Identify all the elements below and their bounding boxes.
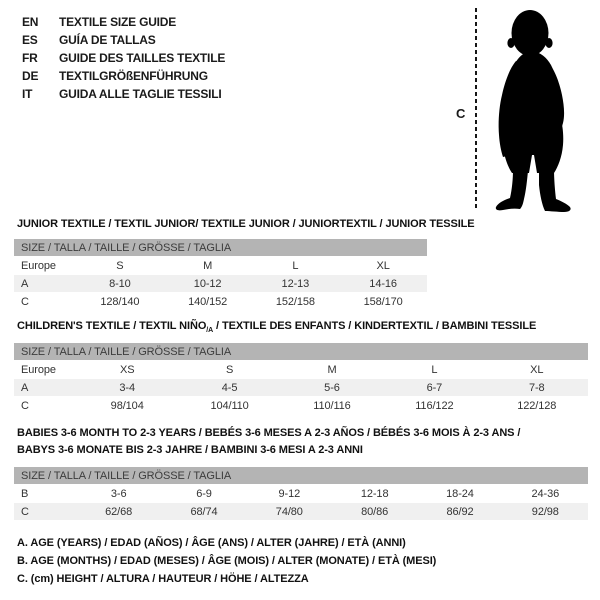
table-cell: L bbox=[383, 361, 485, 379]
size-header-row bbox=[14, 467, 588, 485]
table-cell: M bbox=[281, 361, 383, 379]
table-cell: 8-10 bbox=[76, 275, 164, 293]
row-label: Europe bbox=[14, 361, 76, 379]
table-cell: 128/140 bbox=[76, 293, 164, 311]
row-label: A bbox=[14, 275, 76, 293]
table-cell: 7-8 bbox=[486, 379, 588, 397]
language-code: DE bbox=[22, 69, 39, 83]
table-cell: L bbox=[252, 257, 340, 275]
table-cell: 6-7 bbox=[383, 379, 485, 397]
row-label: B bbox=[14, 485, 76, 503]
table-row-age bbox=[14, 379, 588, 397]
table-cell: 6-9 bbox=[161, 485, 246, 503]
junior-table-title: JUNIOR TEXTILE / TEXTIL JUNIOR/ TEXTILE JUNIOR / JUNIORTEXTIL / JUNIOR TESSILE bbox=[17, 218, 475, 230]
table-cell: 140/152 bbox=[164, 293, 252, 311]
table-row-height bbox=[14, 397, 588, 415]
size-header-row bbox=[14, 343, 588, 361]
children-title-prefix: CHILDREN'S TEXTILE / TEXTIL NIÑO bbox=[17, 320, 207, 332]
height-measure-line bbox=[475, 8, 477, 208]
size-header-row bbox=[14, 239, 427, 257]
language-row-it bbox=[22, 85, 225, 103]
legend bbox=[17, 537, 436, 591]
language-row-fr bbox=[22, 49, 225, 67]
row-label: C bbox=[14, 397, 76, 415]
size-header-band: SIZE / TALLA / TAILLE / GRÖSSE / TAGLIA bbox=[14, 343, 588, 361]
table-row-height bbox=[14, 293, 427, 311]
babies-title-line2: BABYS 3-6 MONATE BIS 2-3 JAHRE / BAMBINI 3-6 MESI A 2-3 ANNI bbox=[17, 444, 363, 456]
size-header-band: SIZE / TALLA / TAILLE / GRÖSSE / TAGLIA bbox=[14, 467, 588, 485]
table-cell: 98/104 bbox=[76, 397, 178, 415]
table-row-europe bbox=[14, 257, 427, 275]
table-cell: 10-12 bbox=[164, 275, 252, 293]
row-label: C bbox=[14, 503, 76, 521]
table-cell: S bbox=[178, 361, 280, 379]
language-label: GUIDE DES TAILLES TEXTILE bbox=[59, 51, 226, 65]
children-size-table bbox=[14, 343, 588, 415]
table-cell: 12-18 bbox=[332, 485, 417, 503]
table-row-age-months bbox=[14, 485, 588, 503]
table-cell: 3-6 bbox=[76, 485, 161, 503]
table-row-height bbox=[14, 503, 588, 521]
baby-silhouette-icon bbox=[484, 7, 582, 215]
table-cell: M bbox=[164, 257, 252, 275]
junior-size-table bbox=[14, 239, 427, 311]
row-label: A bbox=[14, 379, 76, 397]
children-title-suffix: / TEXTILE DES ENFANTS / KINDERTEXTIL / BAMBINI TESSILE bbox=[213, 320, 537, 332]
babies-size-table bbox=[14, 467, 588, 521]
table-cell: 92/98 bbox=[503, 503, 588, 521]
table-cell: 158/170 bbox=[339, 293, 427, 311]
table-cell: 9-12 bbox=[247, 485, 332, 503]
language-row-de bbox=[22, 67, 225, 85]
table-cell: 74/80 bbox=[247, 503, 332, 521]
table-cell: 122/128 bbox=[486, 397, 588, 415]
language-label: TEXTILGRÖßENFÜHRUNG bbox=[59, 69, 208, 83]
table-cell: 18-24 bbox=[417, 485, 502, 503]
table-cell: 152/158 bbox=[252, 293, 340, 311]
legend-line-c: C. (cm) HEIGHT / ALTURA / HAUTEUR / HÖHE / ALTEZZA bbox=[17, 573, 309, 585]
language-label: GUIDA ALLE TAGLIE TESSILI bbox=[59, 87, 222, 101]
table-cell: XL bbox=[339, 257, 427, 275]
language-row-es bbox=[22, 31, 225, 49]
table-cell: 68/74 bbox=[161, 503, 246, 521]
table-cell: 86/92 bbox=[417, 503, 502, 521]
table-row-age bbox=[14, 275, 427, 293]
language-list bbox=[22, 13, 225, 103]
language-row-en bbox=[22, 13, 225, 31]
table-cell: 110/116 bbox=[281, 397, 383, 415]
table-cell: S bbox=[76, 257, 164, 275]
language-code: FR bbox=[22, 51, 38, 65]
table-cell: 104/110 bbox=[178, 397, 280, 415]
table-cell: 3-4 bbox=[76, 379, 178, 397]
babies-title-line1: BABIES 3-6 MONTH TO 2-3 YEARS / BEBÉS 3-6 MESES A 2-3 AÑOS / BÉBÉS 3-6 MOIS À 2-3 ANS / bbox=[17, 427, 521, 439]
size-header-band: SIZE / TALLA / TAILLE / GRÖSSE / TAGLIA bbox=[14, 239, 427, 257]
table-cell: 80/86 bbox=[332, 503, 417, 521]
row-label: Europe bbox=[14, 257, 76, 275]
table-row-europe bbox=[14, 361, 588, 379]
table-cell: 24-36 bbox=[503, 485, 588, 503]
language-code: EN bbox=[22, 15, 39, 29]
children-title-subscript: /A bbox=[206, 327, 214, 335]
table-cell: 5-6 bbox=[281, 379, 383, 397]
language-code: IT bbox=[22, 87, 33, 101]
language-label: GUÍA DE TALLAS bbox=[59, 33, 156, 47]
children-table-title bbox=[17, 318, 536, 339]
legend-line-a: A. AGE (YEARS) / EDAD (AÑOS) / ÂGE (ANS) / ALTER (JAHRE) / ETÀ (ANNI) bbox=[17, 537, 406, 549]
babies-table-title bbox=[17, 425, 577, 459]
table-cell: 116/122 bbox=[383, 397, 485, 415]
language-code: ES bbox=[22, 33, 38, 47]
table-cell: 4-5 bbox=[178, 379, 280, 397]
legend-line-b: B. AGE (MONTHS) / EDAD (MESES) / ÂGE (MOIS) / ALTER (MONATE) / ETÀ (MESI) bbox=[17, 555, 437, 567]
table-cell: 14-16 bbox=[339, 275, 427, 293]
table-cell: XS bbox=[76, 361, 178, 379]
table-cell: 62/68 bbox=[76, 503, 161, 521]
table-cell: XL bbox=[486, 361, 588, 379]
row-label: C bbox=[14, 293, 76, 311]
table-cell: 12-13 bbox=[252, 275, 340, 293]
language-label: TEXTILE SIZE GUIDE bbox=[59, 15, 177, 29]
height-measure-label: C bbox=[456, 106, 466, 121]
